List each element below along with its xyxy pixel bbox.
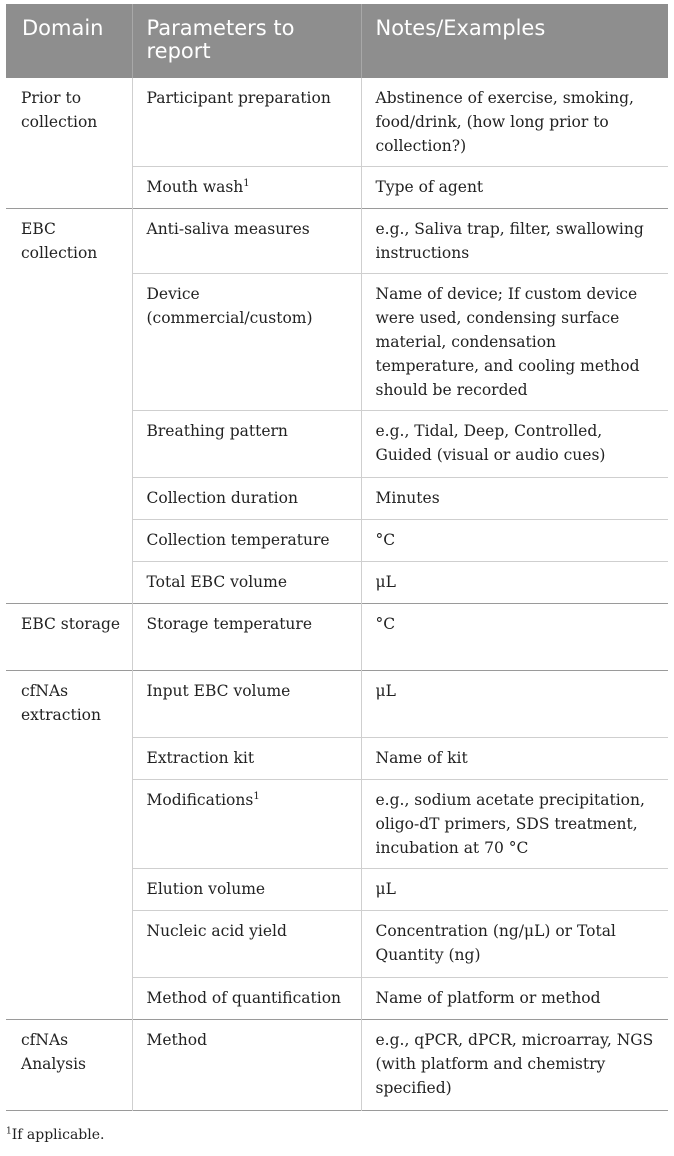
parameter-text: Input EBC volume — [146, 682, 291, 700]
parameter-cell — [132, 1020, 361, 1111]
table-row — [6, 604, 668, 671]
parameter-text: Mouth wash — [146, 178, 244, 196]
table-row — [6, 209, 668, 274]
table-row — [6, 1020, 668, 1111]
parameter-cell — [132, 671, 361, 738]
note-cell: e.g., Saliva trap, filter, swallowing instructions — [361, 209, 668, 274]
table-row — [6, 78, 668, 167]
domain-cell: EBC storage — [6, 604, 132, 671]
header-notes: Notes/Examples — [361, 4, 668, 78]
header-domain: Domain — [6, 4, 132, 78]
parameter-cell — [132, 562, 361, 604]
parameter-text: Anti-saliva measures — [146, 220, 310, 238]
note-cell: Name of device; If custom device were used, condensing surface material, condensation temperature, and cooling method should be recorded — [361, 274, 668, 411]
parameter-text: Participant preparation — [146, 89, 331, 107]
note-cell: Abstinence of exercise, smoking, food/drink, (how long prior to collection?) — [361, 78, 668, 167]
table-footnote — [6, 1127, 104, 1143]
parameter-text: Total EBC volume — [146, 573, 287, 591]
note-cell: Name of kit — [361, 738, 668, 780]
note-cell: °C — [361, 520, 668, 562]
parameter-text: Collection temperature — [146, 531, 330, 549]
parameter-text: Extraction kit — [146, 749, 255, 767]
parameter-text: Collection duration — [146, 489, 298, 507]
parameter-cell — [132, 209, 361, 274]
parameter-cell — [132, 780, 361, 869]
note-cell: e.g., sodium acetate precipitation, oligo-dT primers, SDS treatment, incubation at 70 °C — [361, 780, 668, 869]
parameter-cell — [132, 520, 361, 562]
note-cell: μL — [361, 671, 668, 738]
parameter-cell — [132, 738, 361, 780]
parameter-cell — [132, 604, 361, 671]
footnote-mark: 1 — [6, 1126, 12, 1137]
parameter-text: Storage temperature — [146, 615, 312, 633]
note-cell: e.g., qPCR, dPCR, microarray, NGS (with platform and chemistry specified) — [361, 1020, 668, 1111]
note-cell: Concentration (ng/μL) or Total Quantity (ng) — [361, 911, 668, 978]
note-cell: μL — [361, 869, 668, 911]
parameter-cell — [132, 869, 361, 911]
parameter-text: Elution volume — [146, 880, 266, 898]
parameter-text: Breathing pattern — [146, 422, 288, 440]
footnote-text: If applicable. — [11, 1127, 105, 1143]
parameter-text: Method of quantification — [146, 989, 342, 1007]
parameter-text: Nucleic acid yield — [146, 922, 287, 940]
parameter-text: Modifications — [146, 791, 254, 809]
reporting-parameters-table — [6, 4, 668, 1111]
parameter-cell — [132, 978, 361, 1020]
note-cell: Name of platform or method — [361, 978, 668, 1020]
parameter-cell — [132, 411, 361, 478]
note-cell: Type of agent — [361, 167, 668, 209]
parameter-cell — [132, 274, 361, 411]
note-cell: e.g., Tidal, Deep, Controlled, Guided (visual or audio cues) — [361, 411, 668, 478]
footnote-reference: 1 — [253, 790, 260, 802]
footnote-reference: 1 — [243, 177, 250, 189]
domain-cell: EBC collection — [6, 209, 132, 604]
reporting-table-container — [6, 4, 668, 1111]
parameter-cell — [132, 911, 361, 978]
note-cell: Minutes — [361, 478, 668, 520]
table-header-row — [6, 4, 668, 78]
domain-cell: Prior to collection — [21, 89, 98, 131]
parameter-cell — [132, 478, 361, 520]
note-cell: μL — [361, 562, 668, 604]
parameter-text: Device (commercial/custom) — [146, 285, 313, 327]
parameter-cell — [132, 78, 361, 167]
domain-cell: cfNAs extraction — [6, 671, 132, 1020]
table-row — [6, 671, 668, 738]
header-parameters: Parameters to report — [132, 4, 361, 78]
parameter-cell — [132, 167, 361, 209]
table-body — [6, 78, 668, 1111]
parameter-text: Method — [146, 1031, 208, 1049]
domain-cell: cfNAs Analysis — [6, 1020, 132, 1111]
note-cell: °C — [361, 604, 668, 671]
